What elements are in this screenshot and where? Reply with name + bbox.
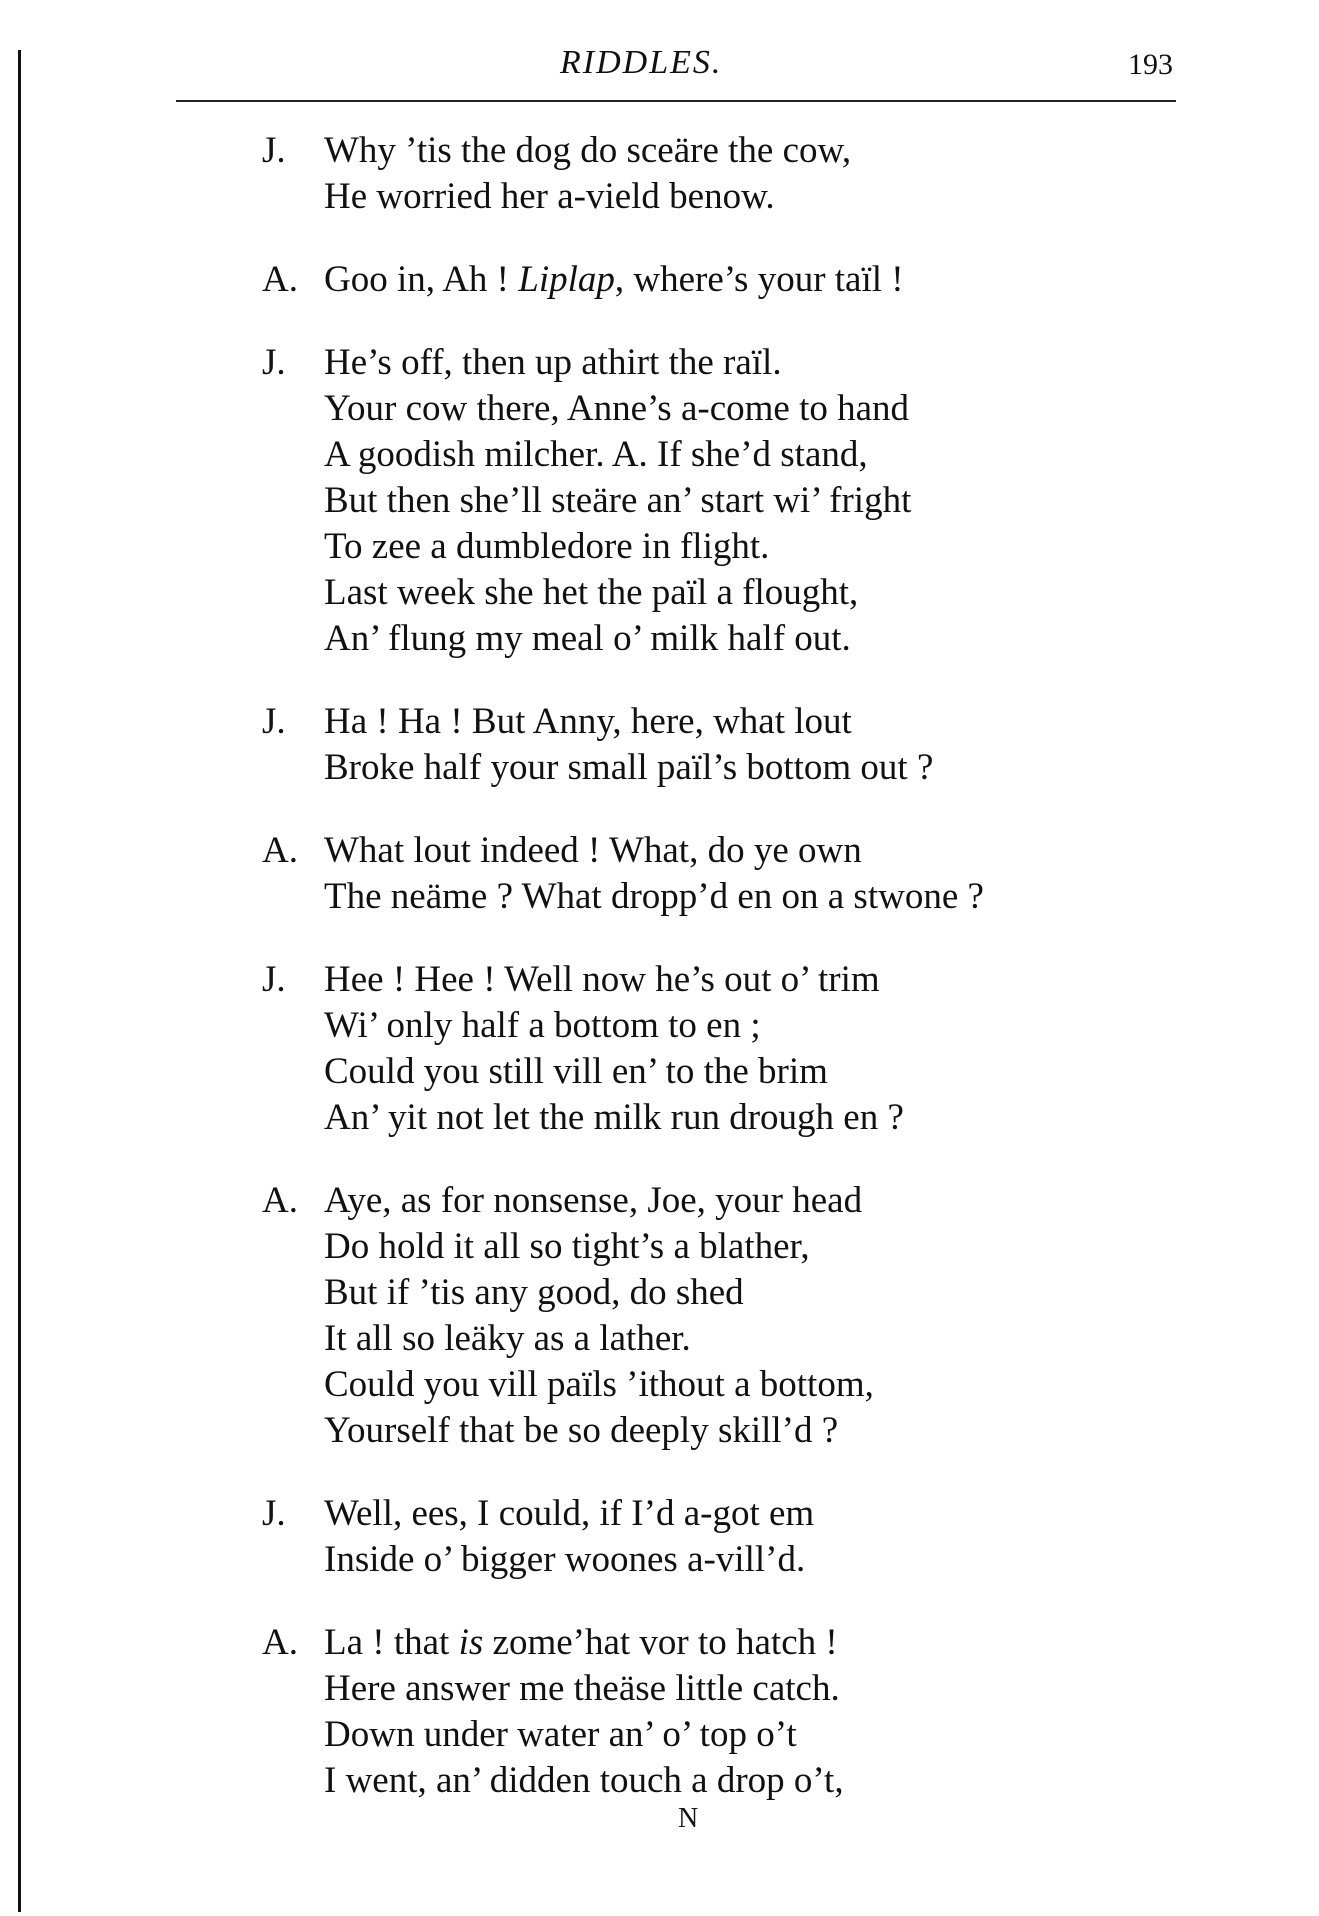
verse-line: But if ’tis any good, do shed: [324, 1272, 744, 1313]
stanza-lines: [324, 1178, 1262, 1454]
verse-line: Broke half your small païl’s bottom out ?: [324, 747, 934, 788]
stanza: [262, 1178, 1262, 1454]
verse-line: Hee ! Hee ! Well now he’s out o’ trim: [324, 959, 880, 1000]
speaker-label: J.: [262, 1493, 286, 1534]
stanza: [262, 699, 1262, 791]
stanza: [262, 957, 1262, 1141]
stanza-lines: [324, 257, 1262, 303]
verse-line: Wi’ only half a bottom to en ;: [324, 1005, 761, 1046]
verse-line: What lout indeed ! What, do ye own: [324, 830, 862, 871]
verse-line: Why ’tis the dog do sceäre the cow,: [324, 130, 852, 171]
verse-line: Here answer me theäse little catch.: [324, 1668, 840, 1709]
poem-body: [262, 128, 1262, 1841]
stanza-lines: [324, 699, 1262, 791]
speaker-label: J.: [262, 342, 286, 383]
verse-line: Yourself that be so deeply skill’d ?: [324, 1410, 839, 1451]
stanza-lines: [324, 128, 1262, 220]
verse-line: Your cow there, Anne’s a-come to hand: [324, 388, 910, 429]
speaker-label: J.: [262, 701, 286, 742]
speaker-label: J.: [262, 959, 286, 1000]
stanza: [262, 1491, 1262, 1583]
verse-line: Aye, as for nonsense, Joe, your head: [324, 1180, 863, 1221]
speaker-label: A.: [262, 1622, 298, 1663]
stanza-lines: [324, 1491, 1262, 1583]
verse-line: An’ yit not let the milk run drough en ?: [324, 1097, 904, 1138]
verse-line: It all so leäky as a lather.: [324, 1318, 691, 1359]
running-title: RIDDLES.: [560, 44, 723, 81]
signature-mark: N: [678, 1803, 699, 1834]
verse-line: Last week she het the païl a flought,: [324, 572, 859, 613]
page-number: 193: [1128, 48, 1173, 81]
verse-line: I went, an’ didden touch a drop o’t,: [324, 1760, 844, 1801]
speaker-label: A.: [262, 830, 298, 871]
page-header: [0, 40, 1319, 90]
verse-line: To zee a dumbledore in flight.: [324, 526, 770, 567]
verse-line: He worried her a-vield benow.: [324, 176, 775, 217]
stanza: [262, 128, 1262, 220]
header-rule: [176, 100, 1176, 102]
verse-line: Ha ! Ha ! But Anny, here, what lout: [324, 701, 852, 742]
speaker-label: J.: [262, 130, 286, 171]
verse-line: A goodish milcher. A. If she’d stand,: [324, 434, 868, 475]
speaker-label: A.: [262, 1180, 298, 1221]
speaker-label: A.: [262, 259, 298, 300]
verse-line: But then she’ll steäre an’ start wi’ fright: [324, 480, 912, 521]
stanza: [262, 828, 1262, 920]
stanza: [262, 340, 1262, 662]
stanza-lines: [324, 828, 1262, 920]
verse-line: Could you vill païls ’ithout a bottom,: [324, 1364, 874, 1405]
verse-line: Inside o’ bigger woones a-vill’d.: [324, 1539, 806, 1580]
verse-line: Could you still vill en’ to the brim: [324, 1051, 828, 1092]
verse-line: La ! that is zome’hat vor to hatch !: [324, 1622, 838, 1663]
verse-line: Well, ees, I could, if I’d a-got em: [324, 1493, 815, 1534]
stanza-lines: [324, 1620, 1262, 1804]
stanza: [262, 257, 1262, 303]
verse-line: He’s off, then up athirt the raïl.: [324, 342, 782, 383]
verse-line: The neäme ? What dropp’d en on a stwone ?: [324, 876, 984, 917]
stanza-lines: [324, 957, 1262, 1141]
verse-line: Do hold it all so tight’s a blather,: [324, 1226, 810, 1267]
stanza-lines: [324, 340, 1262, 662]
verse-line: Goo in, Ah ! Liplap, where’s your taïl !: [324, 259, 904, 300]
stanza: [262, 1620, 1262, 1804]
page-edge-shadow: [18, 50, 21, 1912]
verse-line: Down under water an’ o’ top o’t: [324, 1714, 797, 1755]
verse-line: An’ flung my meal o’ milk half out.: [324, 618, 851, 659]
